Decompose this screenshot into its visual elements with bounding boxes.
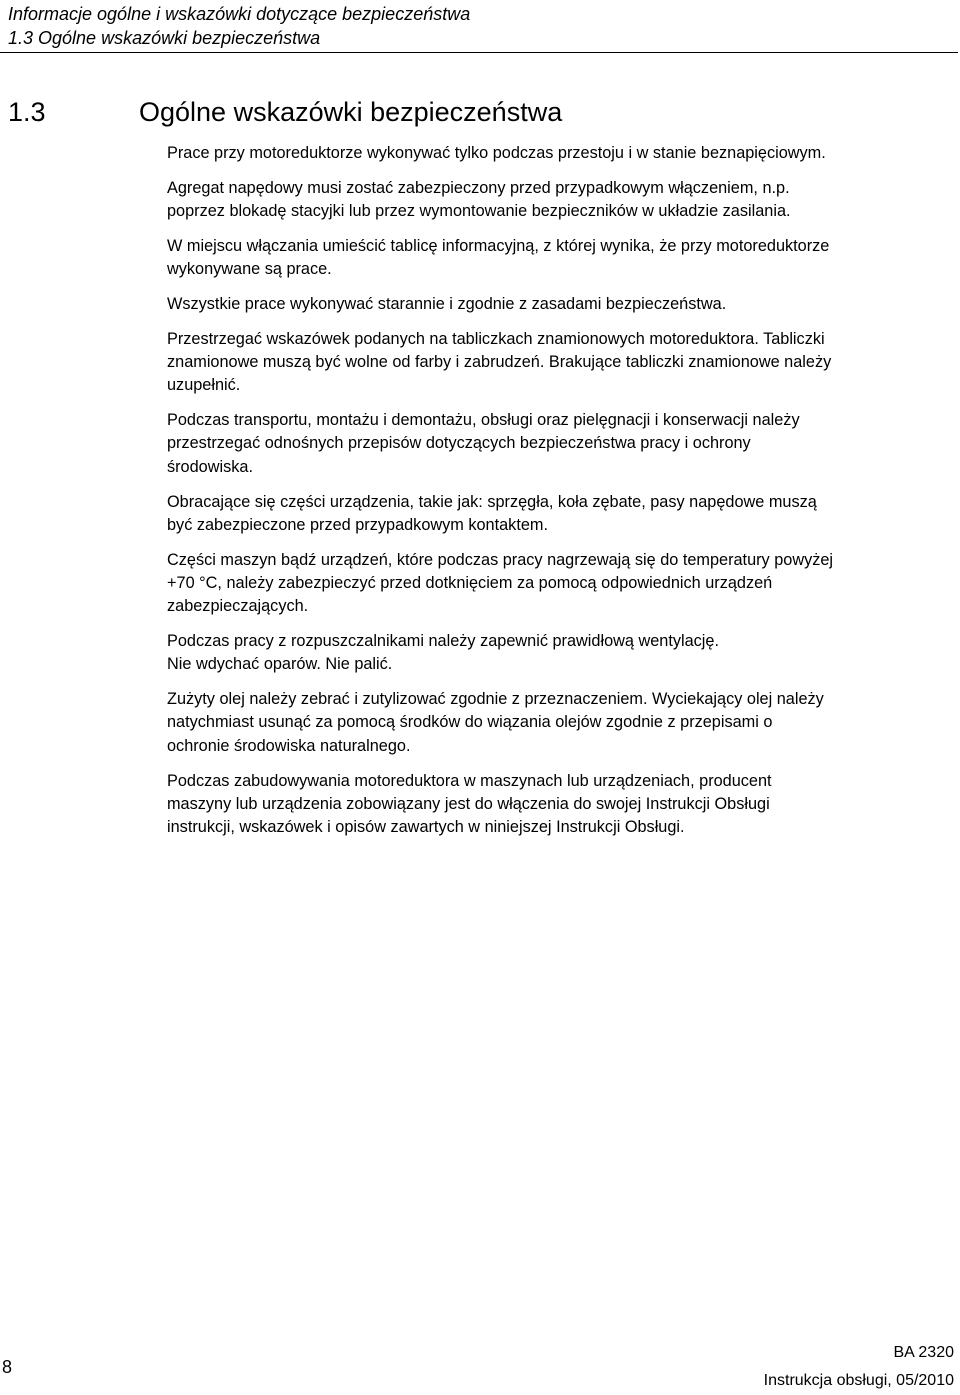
paragraph-line: znamionowe muszą być wolne od farby i zabrudzeń. Brakujące tabliczki znamionowe należy: [167, 353, 832, 372]
paragraph: [167, 177, 957, 224]
paragraph-line: Części maszyn bądź urządzeń, które podczas pracy nagrzewają się do temperatury powyżej: [167, 550, 834, 569]
running-header-section: 1.3 Ogólne wskazówki bezpieczeństwa: [8, 28, 321, 48]
paragraph-line: Podczas pracy z rozpuszczalnikami należy zapewnić prawidłową wentylację.: [167, 632, 719, 651]
paragraph-line: poprzez blokadę stacyjki lub przez wymontowanie bezpieczników w układzie zasilania.: [167, 202, 791, 221]
paragraph-line: Wszystkie prace wykonywać starannie i zgodnie z zasadami bezpieczeństwa.: [167, 294, 727, 313]
paragraph-line: +70 °C, należy zabezpieczyć przed dotknięciem za pomocą odpowiednich urządzeń: [167, 573, 773, 592]
paragraph: [167, 328, 957, 398]
page-number: 8: [2, 1357, 13, 1377]
paragraph-line: Zużyty olej należy zebrać i zutylizować zgodnie z przeznaczeniem. Wyciekający olej należy: [167, 690, 824, 709]
paragraph-line: zabezpieczających.: [167, 597, 309, 616]
paragraph: [167, 688, 957, 758]
paragraph-line: ochronie środowiska naturalnego.: [167, 736, 411, 755]
paragraph: [167, 491, 957, 538]
paragraph-line: maszyny lub urządzenia zobowiązany jest do włączenia do swojej Instrukcji Obsługi: [167, 794, 770, 813]
paragraph-line: instrukcji, wskazówek i opisów zawartych w niniejszej Instrukcji Obsługi.: [167, 818, 685, 837]
footer-doc-title: Instrukcja obsługi, 05/2010: [763, 1372, 954, 1389]
paragraph-line: W miejscu włączania umieścić tablicę informacyjną, z której wynika, że przy motoreduktorze: [167, 236, 830, 255]
running-header-chapter: Informacje ogólne i wskazówki dotyczące bezpieczeństwa: [8, 4, 471, 24]
paragraph-line: przestrzegać odnośnych przepisów dotyczących bezpieczeństwa pracy i ochrony: [167, 434, 751, 453]
section-heading: [8, 94, 562, 130]
paragraph-line: środowiska.: [167, 457, 253, 476]
body-text: [167, 142, 957, 851]
paragraph-line: być zabezpieczone przed przypadkowym kontaktem.: [167, 515, 548, 534]
header-divider: [0, 52, 958, 53]
paragraph: [167, 235, 957, 282]
footer: [764, 1339, 954, 1395]
paragraph-line: uzupełnić.: [167, 376, 241, 395]
paragraph-line: natychmiast usunąć za pomocą środków do wiązania olejów zgodnie z przepisami o: [167, 713, 773, 732]
paragraph: [167, 409, 957, 479]
paragraph-line: wykonywane są prace.: [167, 260, 332, 279]
paragraph-line: Prace przy motoreduktorze wykonywać tylko podczas przestoju i w stanie beznapięciowym.: [167, 144, 826, 162]
paragraph-line: Podczas transportu, montażu i demontażu, obsługi oraz pielęgnacji i konserwacji należy: [167, 411, 800, 430]
paragraph: [167, 630, 957, 677]
paragraph: [167, 549, 957, 619]
paragraph: [167, 293, 957, 316]
paragraph: [167, 142, 957, 165]
paragraph-line: Agregat napędowy musi zostać zabezpieczony przed przypadkowym włączeniem, n.p.: [167, 178, 790, 197]
paragraph-line: Podczas zabudowywania motoreduktora w maszynach lub urządzeniach, producent: [167, 771, 772, 790]
section-number: 1.3: [8, 97, 46, 127]
paragraph-line: Przestrzegać wskazówek podanych na tabliczkach znamionowych motoreduktora. Tabliczki: [167, 329, 825, 348]
paragraph: [167, 770, 957, 840]
paragraph-line: Nie wdychać oparów. Nie palić.: [167, 655, 393, 674]
running-header: [8, 2, 470, 50]
section-title: Ogólne wskazówki bezpieczeństwa: [139, 97, 563, 127]
paragraph-line: Obracające się części urządzenia, takie jak: sprzęgła, koła zębate, pasy napędowe muszą: [167, 492, 817, 511]
footer-doc-code: BA 2320: [893, 1344, 954, 1361]
